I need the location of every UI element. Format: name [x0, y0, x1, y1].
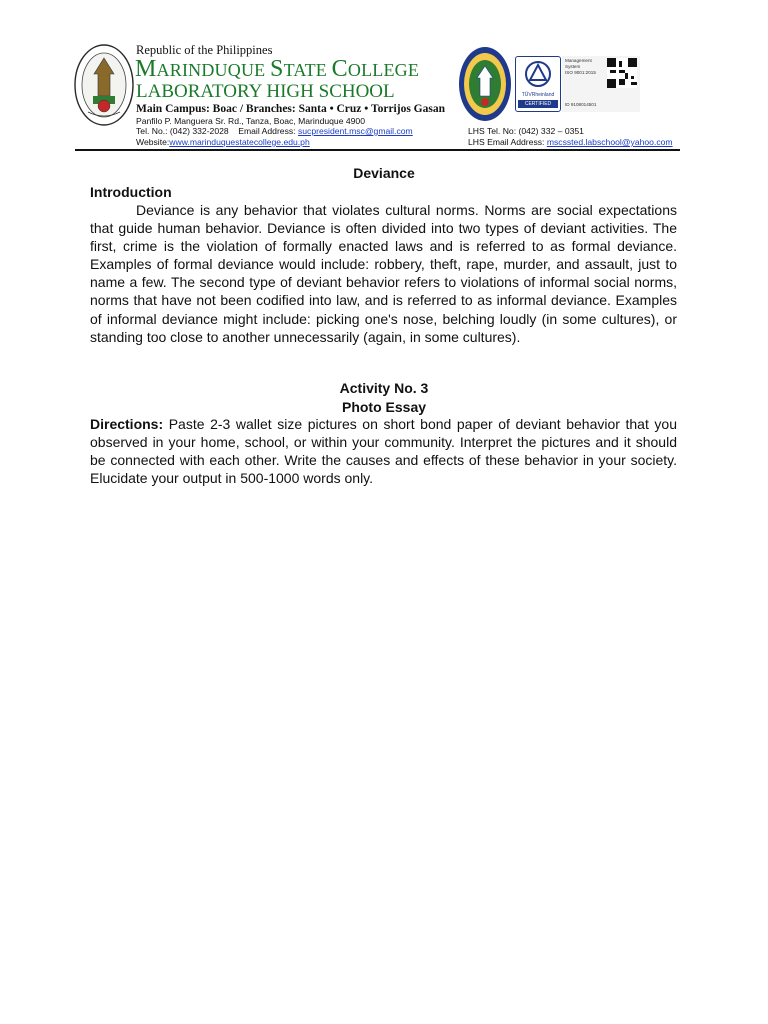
- certification-details: [562, 56, 640, 112]
- college-name-initial: C: [331, 56, 348, 82]
- lhs-tel: LHS Tel. No: (042) 332 – 0351: [468, 126, 584, 136]
- college-name-part: OLLEGE: [347, 60, 420, 80]
- email-link[interactable]: sucpresident.msc@gmail.com: [297, 126, 413, 136]
- school-name: LABORATORY HIGH SCHOOL: [136, 81, 395, 102]
- tuv-label: TÜVRheinland: [521, 92, 555, 98]
- lhs-email-line: [468, 137, 673, 147]
- website-link[interactable]: www.marinduquestatecollege.edu.ph: [169, 137, 310, 147]
- address-line: Panfilo P. Manguera Sr. Rd., Tanza, Boac, Marinduque 4900: [136, 116, 365, 126]
- cert-id: ID 9108014501: [565, 102, 597, 107]
- college-name-initial: M: [135, 56, 157, 82]
- introduction-paragraph: [90, 201, 677, 346]
- directions-label: Directions:: [90, 416, 164, 432]
- cert-line: System: [565, 64, 581, 69]
- campus-line: Main Campus: Boac / Branches: Santa • Cruz • Torrijos Gasan: [136, 103, 445, 115]
- website-label: Website:: [136, 137, 170, 147]
- introduction-text: Deviance is any behavior that violates cultural norms. Norms are social expectations that guide human behavior. Deviance is often divided into two types of deviant activities. The first, crime is the violation of formally enacted laws and is referred to as formal deviance. Examples of formal deviance would include: robbery, theft, rape, murder, and assault, just to name a few. The second type of deviant behavior refers to violations of informal social norms, norms that have not been codified into law, and is referred to as informal deviance. Examples of informal deviance might include: picking one's nose, belching loudly (in some cultures), or standing too close to another unnecessarily (again, in some cultures).: [90, 202, 677, 345]
- introduction-heading: Introduction: [90, 184, 172, 200]
- header-divider: [75, 149, 680, 151]
- college-name-part: ARINDUQUE: [156, 60, 271, 80]
- activity-number: Activity No. 3: [339, 380, 429, 396]
- college-name: [135, 56, 419, 83]
- college-seal-logo: [74, 44, 134, 126]
- lhs-email-label: LHS Email Address:: [468, 137, 545, 147]
- cert-line: Management: [565, 58, 592, 63]
- cert-line: ISO 9001:2015: [565, 70, 596, 75]
- directions-text: Paste 2-3 wallet size pictures on short bond paper of deviant behavior that you observed in your home, school, or within your community. Interpret the pictures and it should be connected with each other. Write the causes and effects of these behavior in your society. Elucidate your output in 500-1000 words only.: [90, 416, 677, 487]
- document-title: Deviance: [353, 165, 415, 181]
- directions-paragraph: [90, 415, 677, 487]
- activity-title: Photo Essay: [341, 398, 427, 415]
- republic-line: Republic of the Philippines: [136, 43, 273, 57]
- activity-heading: [0, 379, 768, 416]
- contact-line: [136, 126, 413, 136]
- tuv-certification-badge: [515, 56, 561, 112]
- email-label: Email Address:: [238, 126, 296, 136]
- qr-code-icon: [607, 58, 637, 88]
- college-name-part: TATE: [283, 60, 332, 80]
- college-name-initial: S: [270, 56, 284, 82]
- lhs-email-link[interactable]: mscssted.labschool@yahoo.com: [546, 137, 673, 147]
- tel-number: Tel. No.: (042) 332-2028: [136, 126, 229, 136]
- certified-label: CERTIFIED: [518, 100, 558, 108]
- website-line: [136, 137, 310, 147]
- certification-triangle-icon: [516, 59, 560, 89]
- school-seal-logo: [458, 46, 512, 122]
